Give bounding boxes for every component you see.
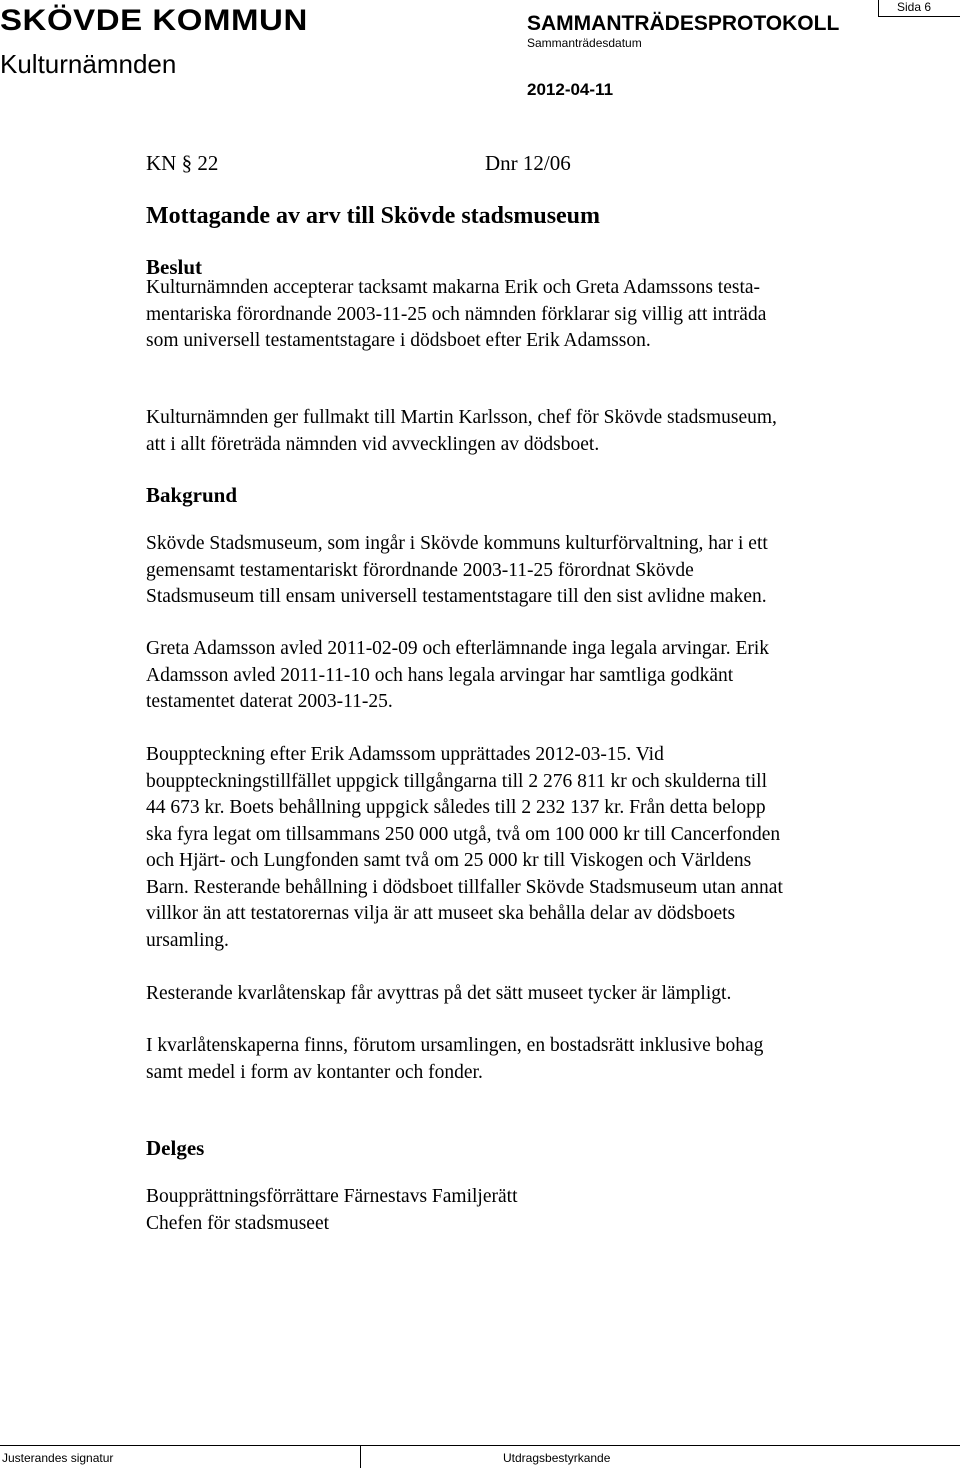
text-line: Stadsmuseum till ensam universell testamentstagare till den sist avlidne maken. bbox=[146, 586, 767, 607]
text-line: ska fyra legat om tillsammans 250 000 utgå, två om 100 000 kr till Cancerfonden bbox=[146, 823, 781, 845]
text-line: Adamsson avled 2011-11-10 och hans legala arvingar har samtliga godkänt bbox=[146, 664, 734, 686]
text-line: Bouppteckning efter Erik Adamssom upprättades 2012-03-15. Vid bbox=[146, 744, 664, 765]
text-line: Kulturnämnden ger fullmakt till Martin Karlsson, chef för Skövde stadsmuseum, bbox=[146, 407, 777, 428]
page-number: Sida 6 bbox=[878, 0, 960, 17]
text-line: samt medel i form av kontanter och fonder. bbox=[146, 1061, 483, 1083]
bakgrund-paragraph-4 bbox=[146, 981, 926, 1008]
text-line: I kvarlåtenskaperna finns, förutom ursamlingen, en bostadsrätt inklusive bohag bbox=[146, 1035, 764, 1056]
bakgrund-paragraph-3 bbox=[146, 742, 926, 954]
text-line: Resterande kvarlåtenskap får avyttras på det sätt museet tycker är lämpligt. bbox=[146, 983, 732, 1004]
text-line: mentariska förordnande 2003-11-25 och nämnden förklarar sig villig att inträda bbox=[146, 303, 767, 325]
committee-name: Kulturnämnden bbox=[0, 49, 177, 79]
beslut-paragraph-2 bbox=[146, 405, 926, 458]
text-line: som universell testamentstagare i dödsboet efter Erik Adamsson. bbox=[146, 330, 651, 351]
delges-heading: Delges bbox=[146, 1136, 205, 1160]
recipient: Chefen för stadsmuseet bbox=[146, 1212, 330, 1234]
bakgrund-paragraph-2 bbox=[146, 636, 926, 716]
extract-label: Utdragsbestyrkande bbox=[503, 1451, 611, 1465]
bakgrund-paragraph-5 bbox=[146, 1033, 926, 1086]
footer-divider bbox=[0, 1445, 960, 1446]
bakgrund-heading: Bakgrund bbox=[146, 483, 238, 507]
text-line: Skövde Stadsmuseum, som ingår i Skövde kommuns kulturförvaltning, har i ett bbox=[146, 533, 768, 554]
delges-recipients bbox=[146, 1184, 926, 1237]
beslut-paragraph-1 bbox=[146, 275, 926, 355]
meeting-date-label: Sammanträdesdatum bbox=[527, 36, 642, 50]
municipality-logo: SKÖVDE KOMMUN bbox=[0, 4, 308, 37]
text-line: bouppteckningstillfället uppgick tillgångarna till 2 276 811 kr och skulderna till bbox=[146, 770, 767, 792]
text-line: testamentet daterat 2003-11-25. bbox=[146, 691, 393, 712]
item-number: KN § 22 bbox=[146, 151, 219, 175]
signature-label: Justerandes signatur bbox=[2, 1451, 114, 1465]
text-line: ursamling. bbox=[146, 929, 229, 951]
text-line: gemensamt testamentariskt förordnande 2003-11-25 förordnat Skövde bbox=[146, 559, 694, 581]
text-line: Greta Adamsson avled 2011-02-09 och efterlämnande inga legala arvingar. Erik bbox=[146, 638, 770, 659]
diary-number: Dnr 12/06 bbox=[485, 151, 571, 175]
text-line: att i allt företräda nämnden vid avvecklingen av dödsboet. bbox=[146, 433, 600, 455]
beslut-heading: Beslut bbox=[146, 255, 203, 279]
document-type: SAMMANTRÄDESPROTOKOLL bbox=[527, 12, 840, 35]
meeting-date: 2012-04-11 bbox=[527, 80, 614, 99]
text-line: Barn. Resterande behållning i dödsboet tillfaller Skövde Stadsmuseum utan annat bbox=[146, 876, 783, 898]
text-line: Kulturnämnden accepterar tacksamt makarna Erik och Greta Adamssons testa- bbox=[146, 277, 761, 298]
signature-box-divider bbox=[360, 1445, 361, 1468]
item-reference bbox=[146, 150, 846, 176]
text-line: 44 673 kr. Boets behållning uppgick således till 2 232 137 kr. Från detta belopp bbox=[146, 797, 766, 818]
item-title: Mottagande av arv till Skövde stadsmuseum bbox=[146, 203, 601, 229]
text-line: villkor än att testatorernas vilja är att museet ska behålla delar av dödsboets bbox=[146, 903, 736, 924]
recipient: Boupprättningsförrättare Färnestavs Familjerätt bbox=[146, 1186, 518, 1207]
text-line: och Hjärt- och Lungfonden samt två om 25 000 kr till Viskogen och Världens bbox=[146, 850, 752, 871]
bakgrund-paragraph-1 bbox=[146, 531, 926, 611]
